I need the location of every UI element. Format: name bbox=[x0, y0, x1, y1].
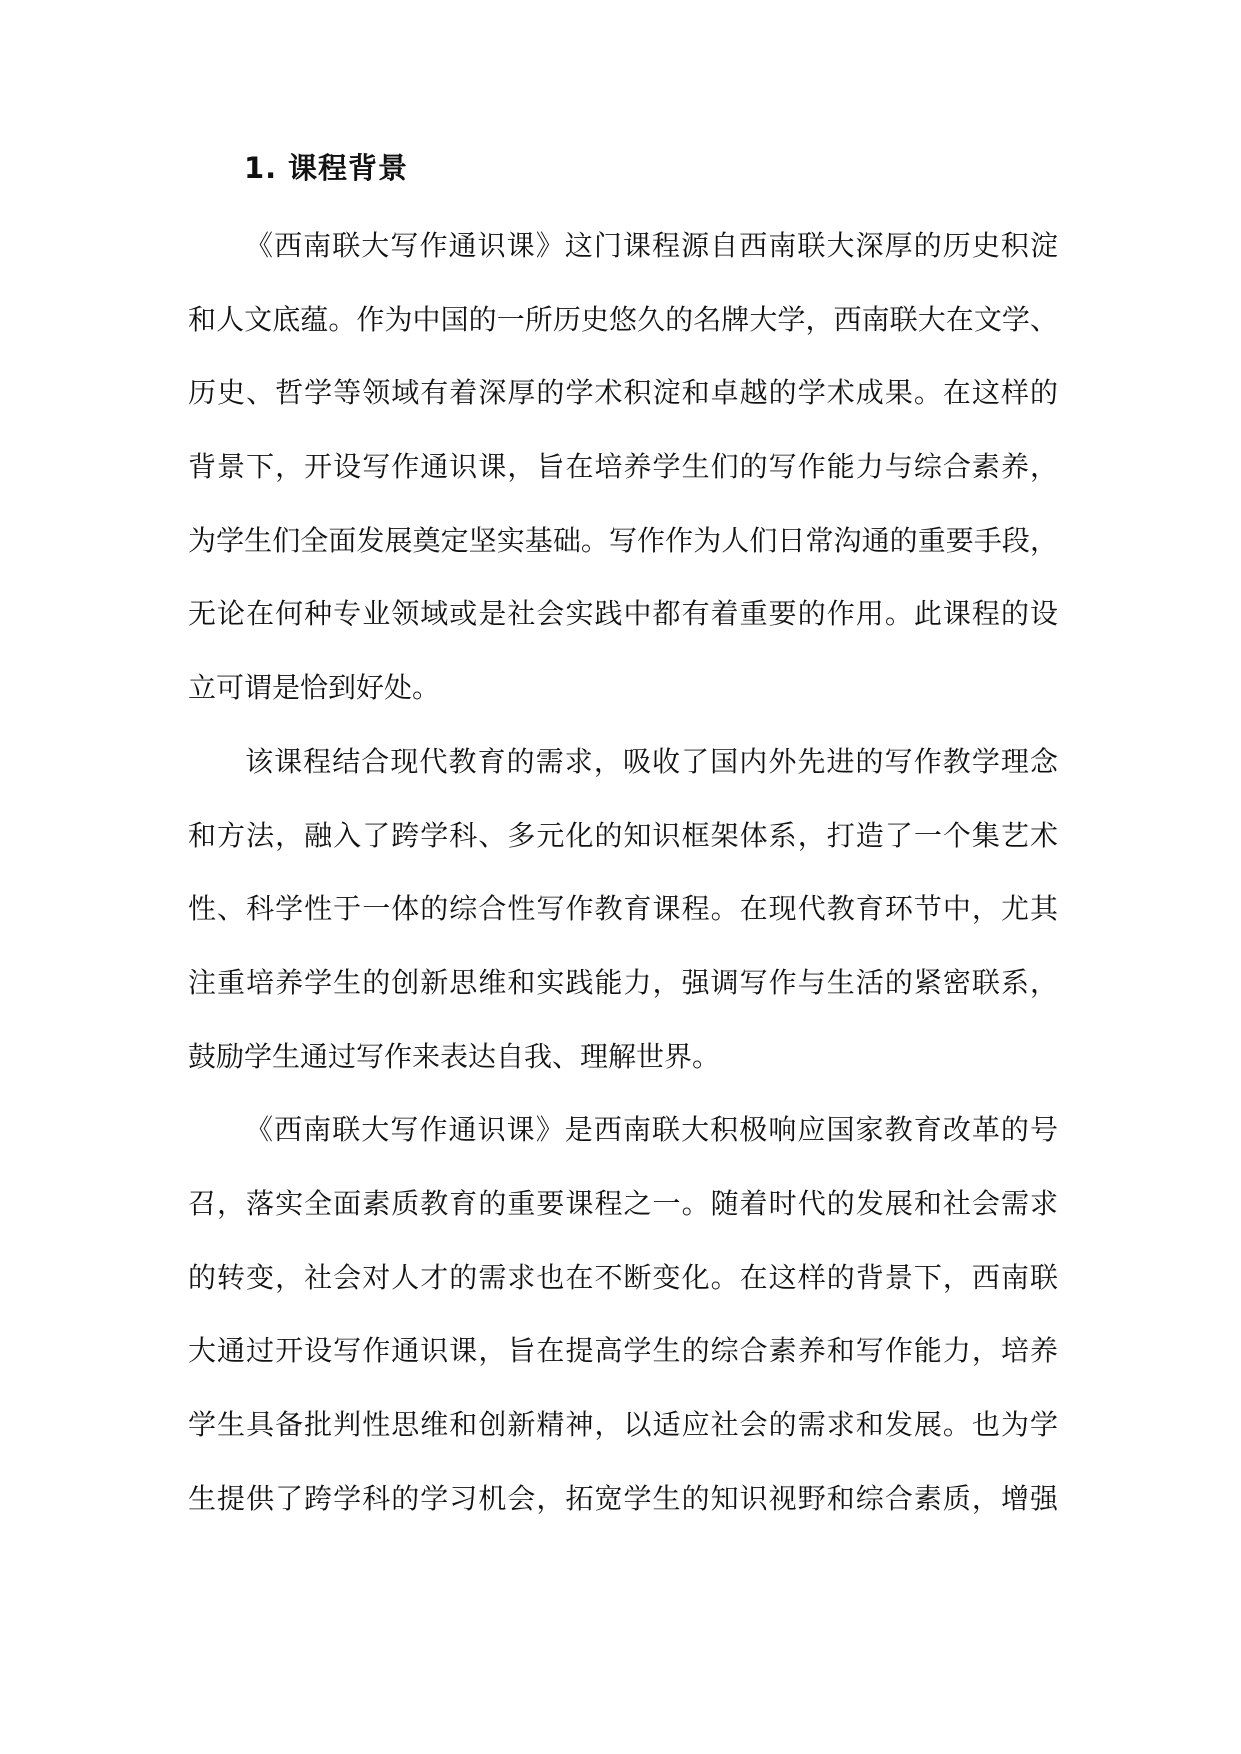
text-line: 背景下，开设写作通识课，旨在培养学生们的写作能力与综合素养， bbox=[188, 450, 1058, 484]
text-line: 大通过开设写作通识课，旨在提高学生的综合素养和写作能力，培养 bbox=[188, 1334, 1058, 1368]
text-line: 《西南联大写作通识课》这门课程源自西南联大深厚的历史积淀 bbox=[245, 229, 1058, 262]
text-line: 生提供了跨学科的学习机会，拓宽学生的知识视野和综合素质，增强 bbox=[188, 1481, 1058, 1515]
text-line: 和人文底蕴。作为中国的一所历史悠久的名牌大学，西南联大在文学、 bbox=[188, 302, 1058, 336]
text-line: 该课程结合现代教育的需求，吸收了国内外先进的写作教学理念 bbox=[245, 744, 1058, 778]
paragraph-2 bbox=[188, 741, 1058, 1109]
text-line: 召，落实全面素质教育的重要课程之一。随着时代的发展和社会需求 bbox=[188, 1186, 1058, 1220]
text-line: 为学生们全面发展奠定坚实基础。写作作为人们日常沟通的重要手段， bbox=[188, 523, 1058, 557]
paragraph-3 bbox=[188, 1109, 1058, 1551]
section-title: 课程背景 bbox=[288, 151, 409, 185]
section-heading bbox=[244, 148, 408, 188]
text-line: 《西南联大写作通识课》是西南联大积极响应国家教育改革的号 bbox=[245, 1113, 1058, 1147]
text-line: 的转变，社会对人才的需求也在不断变化。在这样的背景下，西南联 bbox=[188, 1260, 1058, 1294]
paragraph-1 bbox=[188, 225, 1058, 741]
body-text bbox=[188, 225, 1058, 1551]
text-line: 学生具备批判性思维和创新精神，以适应社会的需求和发展。也为学 bbox=[188, 1408, 1058, 1441]
text-line: 性、科学性于一体的综合性写作教育课程。在现代教育环节中，尤其 bbox=[188, 892, 1058, 926]
text-line: 和方法，融入了跨学科、多元化的知识框架体系，打造了一个集艺术 bbox=[188, 818, 1058, 852]
text-line: 立可谓是恰到好处。 bbox=[188, 671, 441, 705]
text-line: 注重培养学生的创新思维和实践能力，强调写作与生活的紧密联系， bbox=[188, 965, 1058, 999]
text-line: 鼓励学生通过写作来表达自我、理解世界。 bbox=[188, 1039, 721, 1073]
text-line: 无论在何种专业领域或是社会实践中都有着重要的作用。此课程的设 bbox=[188, 597, 1058, 631]
section-number: 1. bbox=[244, 151, 278, 185]
text-line: 历史、哲学等领域有着深厚的学术积淀和卓越的学术成果。在这样的 bbox=[188, 376, 1058, 410]
